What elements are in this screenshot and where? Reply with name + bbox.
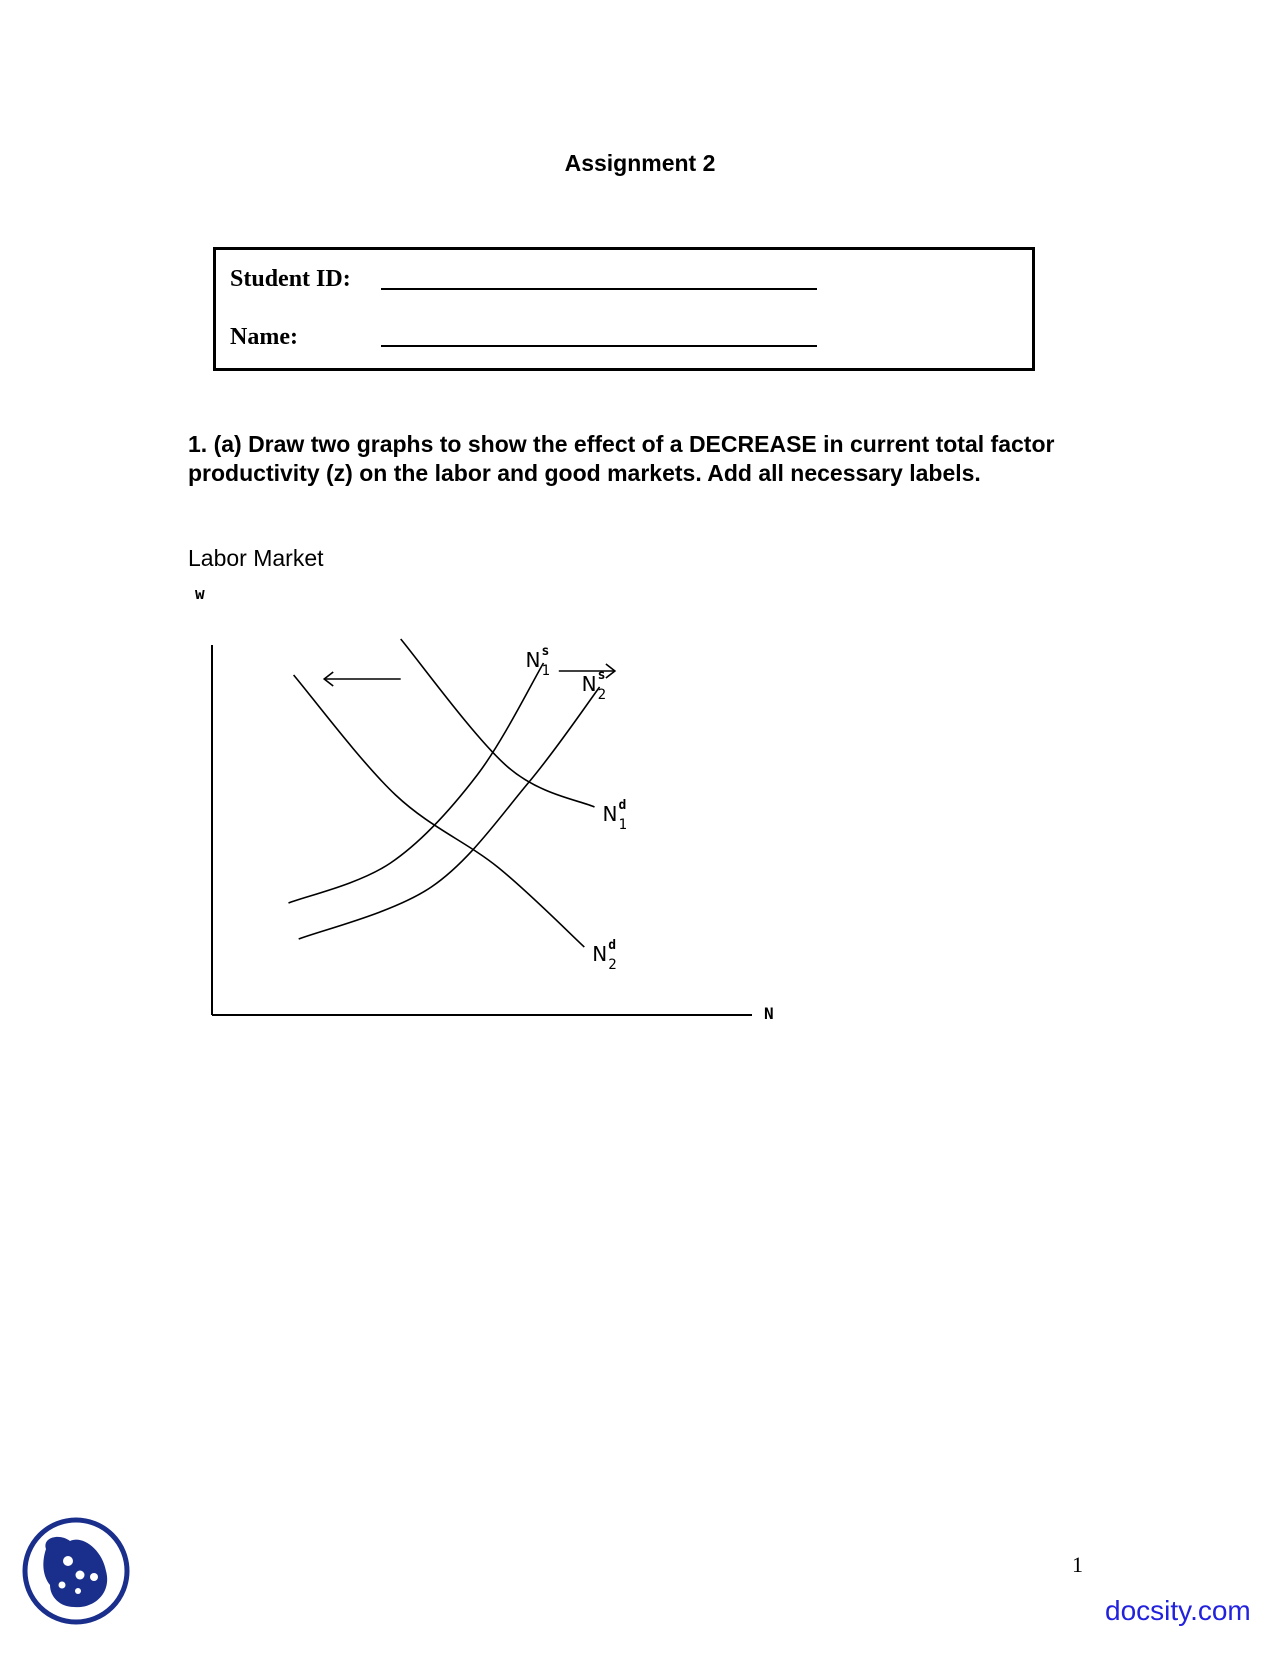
docsity-logo-icon	[20, 1515, 132, 1627]
label-N2d-sub: 2	[608, 957, 617, 973]
curve-N2s	[299, 687, 600, 939]
label-N2d: N	[592, 942, 608, 966]
page-title: Assignment 2	[564, 150, 716, 176]
label-N1d-sub: 1	[618, 817, 627, 833]
student-id-label: Student ID:	[230, 266, 351, 292]
section-label: Labor Market	[188, 545, 324, 571]
label-N2s-sup: s	[597, 668, 606, 683]
name-label: Name:	[230, 324, 298, 350]
name-row	[230, 324, 380, 351]
question-text: 1. (a) Draw two graphs to show the effect of a DECREASE in current total factor productivity (z) on the labor and good markets. Add all necessary labels.	[188, 431, 1055, 486]
y-axis-label: w	[195, 585, 205, 603]
labor-market-graph	[195, 585, 815, 1025]
x-axis-label: N	[764, 1004, 774, 1023]
curve-N1d	[401, 639, 595, 807]
site-link[interactable]: docsity.com	[1105, 1595, 1251, 1626]
curve-N2d	[294, 675, 585, 947]
label-N2s: N	[581, 672, 597, 696]
label-N2s-sub: 2	[597, 687, 607, 703]
curve-N1s	[289, 663, 544, 903]
label-N1s-sup: s	[541, 644, 550, 659]
page-number: 1	[1072, 1552, 1083, 1577]
label-N1s: N	[525, 648, 541, 672]
label-N1s-sub: 1	[541, 663, 550, 679]
label-N2d-sup: d	[608, 938, 617, 953]
label-N1d: N	[602, 802, 618, 826]
student-id-line	[381, 278, 817, 290]
student-info-box	[213, 247, 1035, 371]
student-id-row	[230, 266, 380, 293]
name-line	[381, 335, 817, 347]
label-N1d-sup: d	[618, 798, 627, 813]
